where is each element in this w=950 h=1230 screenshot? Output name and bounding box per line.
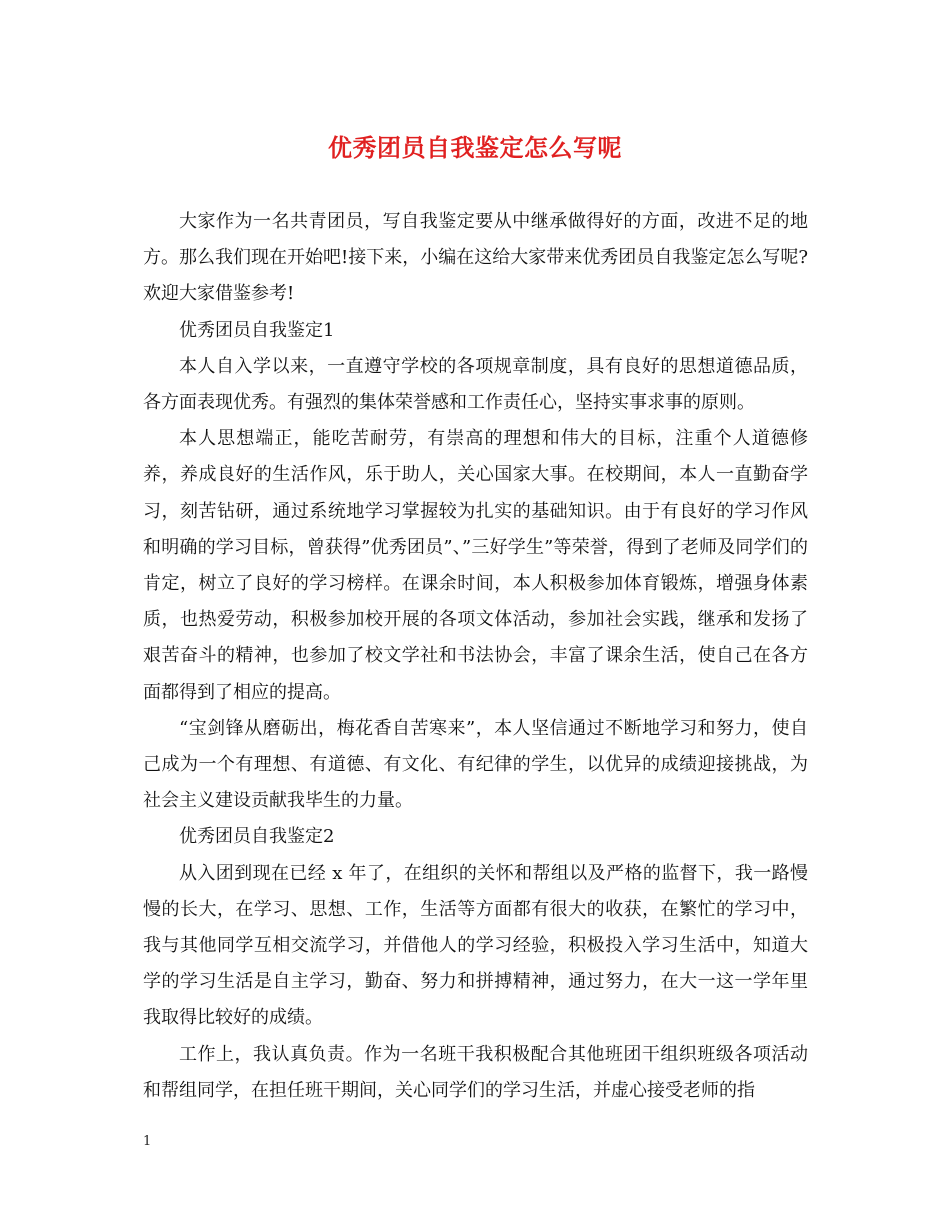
paragraph: 本人自入学以来，一直遵守学校的各项规章制度，具有良好的思想道德品质，各方面表现优秀。有强烈的集体荣誉感和工作责任心，坚持实事求事的原则。: [143, 355, 808, 414]
page-number: 1: [143, 1134, 152, 1149]
paragraph: 本人思想端正，能吃苦耐劳，有崇高的理想和伟大的目标，注重个人道德修养，养成良好的生活作风，乐于助人，关心国家大事。在校期间，本人一直勤奋学习，刻苦钻研，通过系统地学习掌握较为扎实的基础知识。由于有良好的学习作风和明确的学习目标，曾获得”优秀团员”、”三好学生”等荣誉，得到了老师及同学们的肯定，树立了良好的学习榜样。在课余时间，本人积极参加体育锻炼，增强身体素质，也热爱劳动，积极参加校开展的各项文体活动，参加社会实践，继承和发扬了艰苦奋斗的精神，也参加了校文学社和书法协会，丰富了课余生活，使自己在各方面都得到了相应的提高。: [143, 428, 808, 703]
paragraph: “宝剑锋从磨砺出，梅花香自苦寒来”，本人坚信通过不断地学习和努力，使自己成为一个有理想、有道德、有文化、有纪律的学生，以优异的成绩迎接挑战，为社会主义建设贡献我毕生的力量。: [143, 717, 808, 812]
paragraph: 从入团到现在已经 x 年了，在组织的关怀和帮组以及严格的监督下，我一路慢慢的长大，在学习、思想、工作，生活等方面都有很大的收获，在繁忙的学习中，我与其他同学互相交流学习，并借他人的学习经验，积极投入学习生活中，知道大学的学习生活是自主学习，勤奋、努力和拼搏精神，通过努力，在大一这一学年里我取得比较好的成绩。: [143, 862, 808, 1029]
paragraph-intro: 大家作为一名共青团员，写自我鉴定要从中继承做得好的方面，改进不足的地方。那么我们现在开始吧!接下来，小编在这给大家带来优秀团员自我鉴定怎么写呢?欢迎大家借鉴参考!: [143, 211, 808, 305]
document-body: [143, 204, 808, 1109]
section-heading-1: 优秀团员自我鉴定1: [179, 319, 335, 341]
paragraph: 工作上，我认真负责。作为一名班干我积极配合其他班团干组织班级各项活动和帮组同学，在担任班干期间，关心同学们的学习生活，并虚心接受老师的指: [143, 1043, 808, 1101]
section-heading-2: 优秀团员自我鉴定2: [179, 826, 335, 848]
document-title: 优秀团员自我鉴定怎么写呢: [328, 133, 622, 162]
